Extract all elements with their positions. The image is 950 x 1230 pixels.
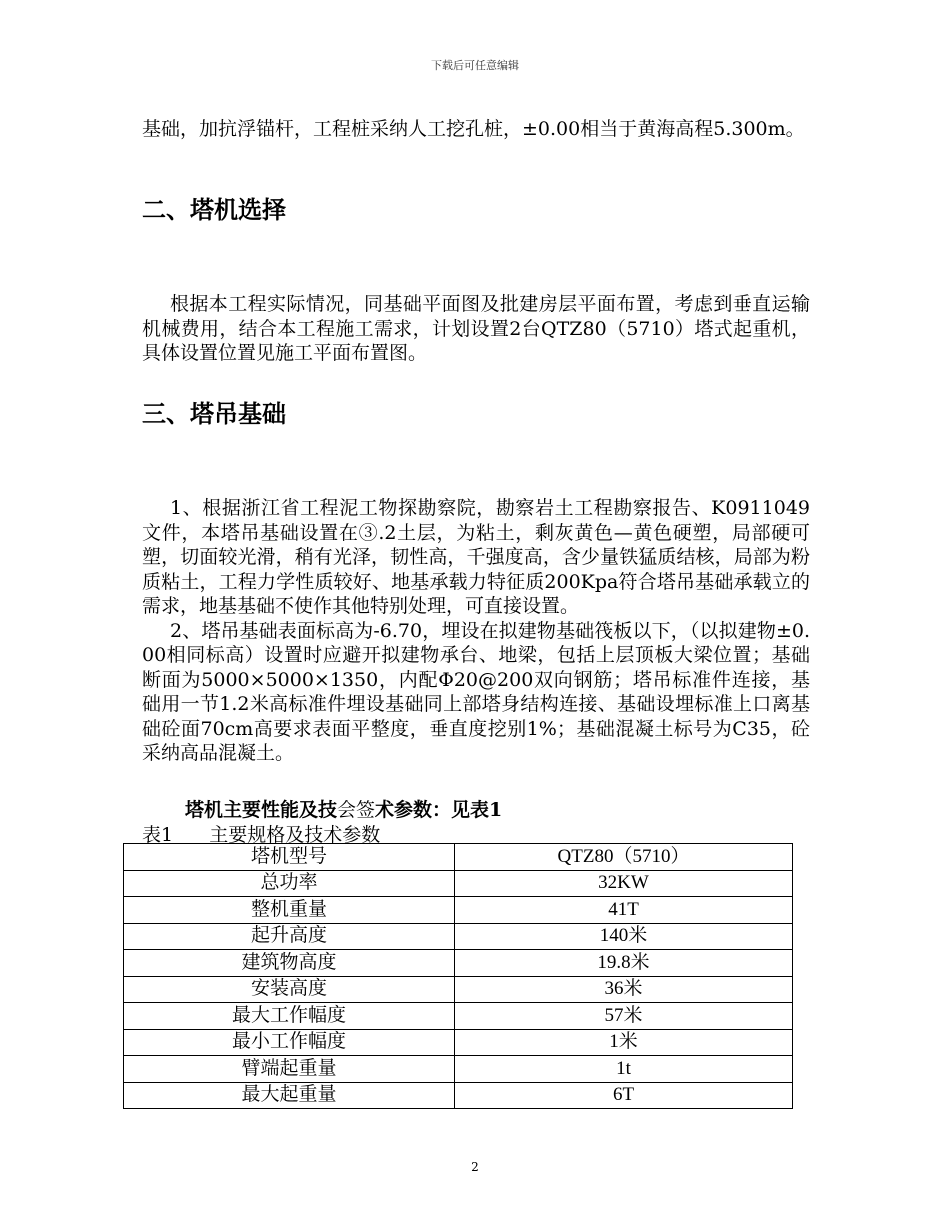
table-cell-value: 1t <box>455 1056 793 1083</box>
table-cell-label: 最小工作幅度 <box>124 1029 455 1056</box>
section-2-body: 根据本工程实际情况，同基础平面图及批建房层平面布置，考虑到垂直运输机械费用，结合本工程施工需求，计划设置2台QTZ80（5710）塔式起重机，具体设置位置见施工平面布置图。 <box>142 293 810 364</box>
table-cell-value: 140米 <box>455 923 793 950</box>
spec-table <box>123 843 793 1109</box>
table-cell-value: QTZ80（5710） <box>455 844 793 871</box>
table-number: 表1 <box>142 824 174 846</box>
table-row <box>124 1082 793 1109</box>
table-cell-value: 19.8米 <box>455 950 793 977</box>
section-3-paragraph-2: 2、塔吊基础表面标高为-6.70，埋设在拟建物基础筏板以下，（以拟建物±0.00相同标高）设置时应避开拟建物承台、地梁，包括上层顶板大梁位置；基础断面为5000×5000×1350，内配Φ20@200双向钢筋；塔吊标准件连接，基础用一节1.2米高标准件埋设基础同上部塔身结构连接、基础设埋标准上口离基础砼面70cm高要求表面平整度，垂直度挖别1%；基础混凝土标号为C35，砼采纳高品混凝土。 <box>142 619 810 764</box>
table-row <box>124 844 793 871</box>
table-cell-label: 总功率 <box>124 870 455 897</box>
table-row <box>124 976 793 1003</box>
table-cell-label: 整机重量 <box>124 897 455 924</box>
table-cell-label: 安装高度 <box>124 976 455 1003</box>
table-row <box>124 950 793 977</box>
table-cell-label: 建筑物高度 <box>124 950 455 977</box>
table-intro-caption <box>185 795 502 822</box>
table-cell-label: 最大起重量 <box>124 1082 455 1109</box>
section-3-body-block <box>142 496 810 766</box>
table-cell-value: 1米 <box>455 1029 793 1056</box>
caption-part-a: 塔机主要性能及技 <box>185 799 338 821</box>
page-number: 2 <box>471 1160 479 1174</box>
section-2-heading-block <box>142 190 810 225</box>
section-3-heading-block <box>142 394 810 429</box>
table-cell-label: 最大工作幅度 <box>124 1003 455 1030</box>
table-row <box>124 1029 793 1056</box>
table-row <box>124 870 793 897</box>
intro-text: 基础，加抗浮锚杆，工程桩采纳人工挖孔桩，±0.00相当于黄海高程5.300m。 <box>142 118 805 140</box>
section-3-title: 三、塔吊基础 <box>142 400 286 428</box>
table-cell-value: 36米 <box>455 976 793 1003</box>
table-cell-value: 41T <box>455 897 793 924</box>
caption-part-b: 术参数：见表1 <box>375 799 503 821</box>
intro-paragraph <box>142 117 810 142</box>
table-title: 主要规格及技术参数 <box>209 824 381 846</box>
page-header: 下载后可任意编辑 <box>431 59 519 72</box>
table-cell-value: 32KW <box>455 870 793 897</box>
table-row <box>124 923 793 950</box>
table-row <box>124 897 793 924</box>
section-3-paragraph-1: 1、根据浙江省工程泥工物探勘察院，勘察岩土工程勘察报告、K0911049文件，本塔吊基础设置在③.2土层，为粘土，剩灰黄色—黄色硬塑，局部硬可塑，切面较光滑，稍有光泽，韧性高，千强度高，含少量铁猛质结核，局部为粉质粘土，工程力学性质较好、地基承载力特征质200Kpa符合塔吊基础承载立的需求，地基基础不使作其他特别处理，可直接设置。 <box>142 497 810 617</box>
table-cell-label: 塔机型号 <box>124 844 455 871</box>
table-cell-value: 6T <box>455 1082 793 1109</box>
table-cell-label: 臂端起重量 <box>124 1056 455 1083</box>
table-row <box>124 1056 793 1083</box>
section-2-body-block <box>142 292 810 366</box>
caption-watermark-text: 会签 <box>337 799 376 821</box>
table-cell-value: 57米 <box>455 1003 793 1030</box>
table-cell-label: 起升高度 <box>124 923 455 950</box>
section-2-title: 二、塔机选择 <box>142 196 286 224</box>
table-row <box>124 1003 793 1030</box>
